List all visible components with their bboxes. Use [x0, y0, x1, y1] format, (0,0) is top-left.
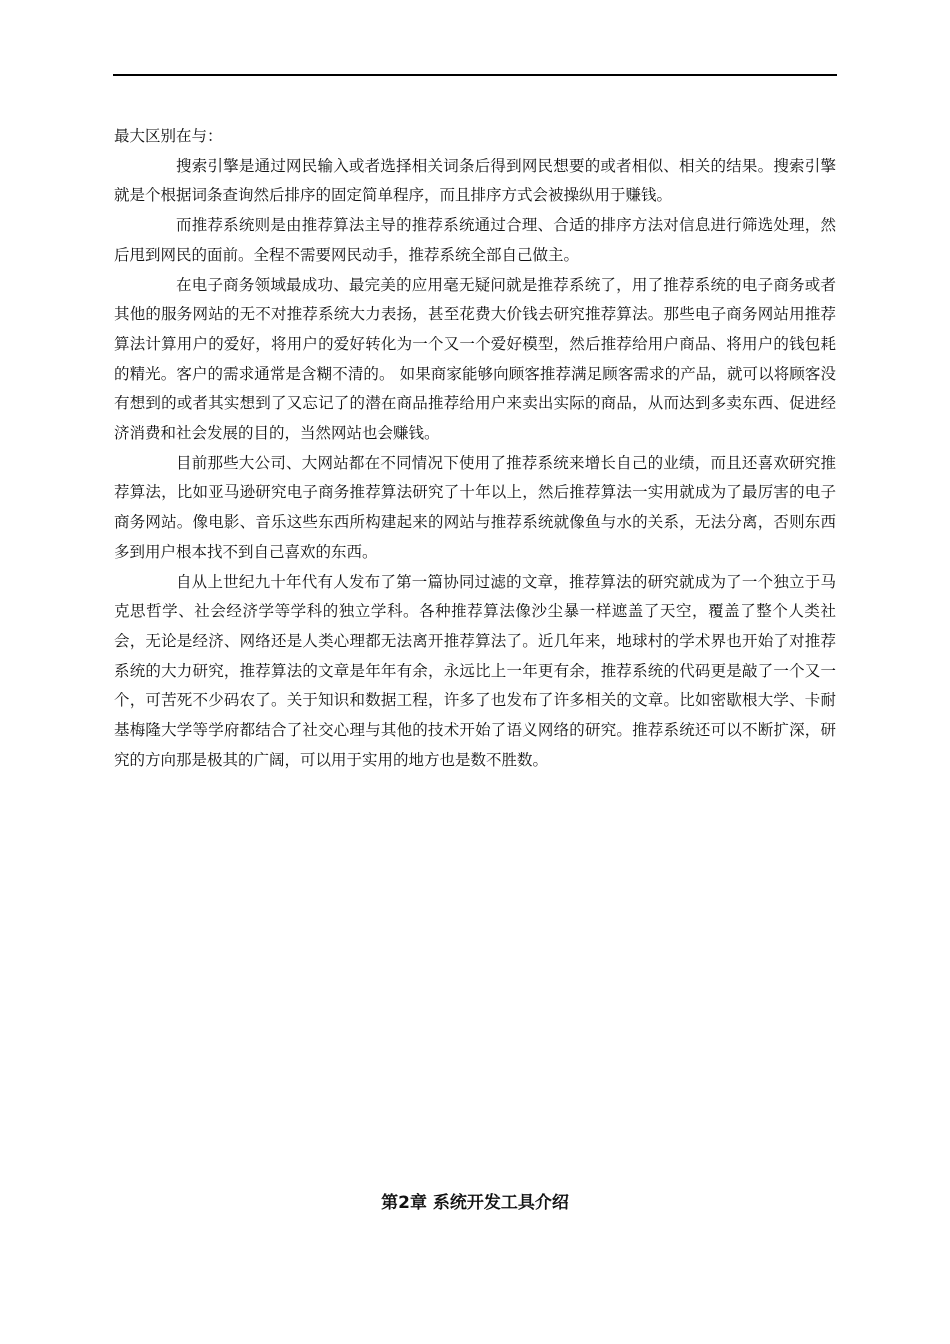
- body-text: [114, 122, 836, 775]
- paragraph-history: 自从上世纪九十年代有人发布了第一篇协同过滤的文章，推荐算法的研究就成为了一个独立于马克思哲学、社会经济学等学科的独立学科。各种推荐算法像沙尘暴一样遮盖了天空，覆盖了整个人类社会，无论是经济、网络还是人类心理都无法离开推荐算法了。近几年来，地球村的学术界也开始了对推荐系统的大力研究，推荐算法的文章是年年有余，永远比上一年更有余，推荐系统的代码更是敲了一个又一个，可苦死不少码农了。关于知识和数据工程，许多了也发布了许多相关的文章。比如密歇根大学、卡耐基梅隆大学等学府都结合了社交心理与其他的技术开始了语义网络的研究。推荐系统还可以不断扩深，研究的方向那是极其的广阔，可以用于实用的地方也是数不胜数。: [114, 572, 836, 769]
- paragraph-ecommerce: 在电子商务领域最成功、最完美的应用毫无疑问就是推荐系统了，用了推荐系统的电子商务或者其他的服务网站的无不对推荐系统大力表扬，甚至花费大价钱去研究推荐算法。那些电子商务网站用推荐算法计算用户的爱好，将用户的爱好转化为一个又一个爱好模型，然后推荐给用户商品、将用户的钱包耗的精光。客户的需求通常是含糊不清的。 如果商家能够向顾客推荐满足顾客需求的产品，就可以将顾客没有想到的或者其实想到了又忘记了的潜在商品推荐给用户来卖出实际的商品，从而达到多卖东西、促进经济消费和社会发展的目的，当然网站也会赚钱。: [114, 275, 836, 443]
- paragraph-intro: 最大区别在与：: [114, 127, 223, 145]
- paragraph-search-engine: 搜索引擎是通过网民输入或者选择相关词条后得到网民想要的或者相似、相关的结果。搜索引擎就是个根据词条查询然后排序的固定简单程序，而且排序方式会被操纵用于赚钱。: [114, 156, 836, 205]
- paragraph-recommender: 而推荐系统则是由推荐算法主导的推荐系统通过合理、合适的排序方法对信息进行筛选处理，然后甩到网民的面前。全程不需要网民动手，推荐系统全部自己做主。: [114, 216, 836, 264]
- chapter-heading: 第2章 系统开发工具介绍: [381, 1193, 569, 1213]
- header-rule: [113, 74, 837, 76]
- paragraph-companies: 目前那些大公司、大网站都在不同情况下使用了推荐系统来增长自己的业绩，而且还喜欢研究推荐算法，比如亚马逊研究电子商务推荐算法研究了十年以上，然后推荐算法一实用就成为了最厉害的电子商务网站。像电影、音乐这些东西所构建起来的网站与推荐系统就像鱼与水的关系，无法分离，否则东西多到用户根本找不到自己喜欢的东西。: [114, 453, 836, 561]
